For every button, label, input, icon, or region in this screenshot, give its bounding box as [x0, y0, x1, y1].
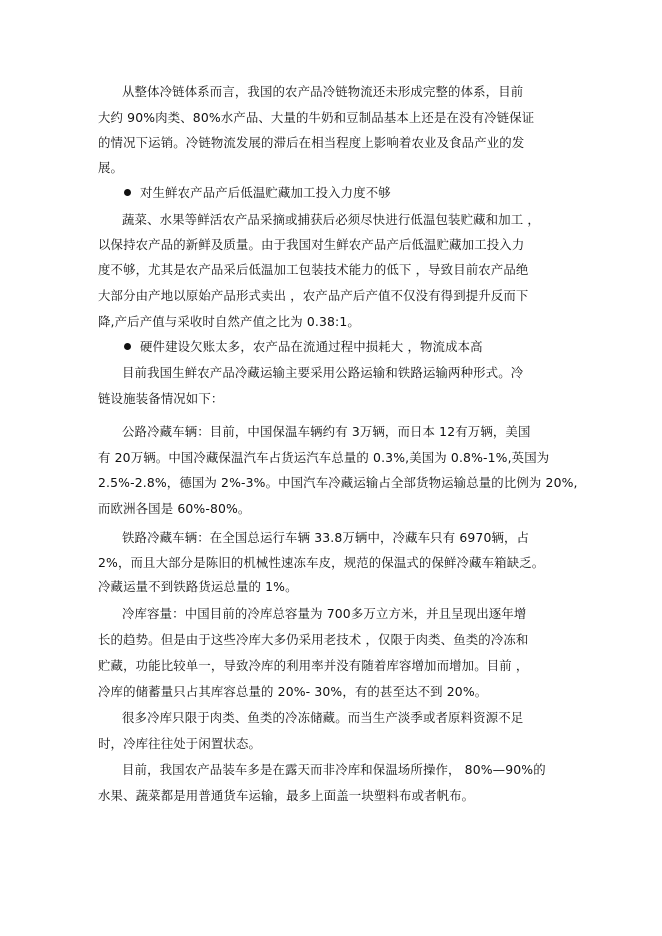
paragraph-line: 降,产后产值与采收时自然产值之比为 0.38:1。 [98, 314, 360, 329]
paragraph-line: 2.5%-2.8%，德国为 2%-3%。中国汽车冷藏运输占全部货物运输总量的比例为 20%, [98, 475, 578, 490]
paragraph-line: 从整体冷链体系而言，我国的农产品冷链物流还未形成完整的体系，目前 [122, 84, 524, 99]
paragraph-line: 贮藏，功能比较单一，导致冷库的利用率并没有随着库容增加而增加。目前 ， [98, 658, 529, 673]
bullet-dot-icon [124, 343, 131, 350]
bullet-item [140, 339, 483, 355]
bullet-text: 硬件建设欠账太多，农产品在流通过程中损耗大 ，物流成本高 [140, 339, 483, 354]
paragraph-line: 冷藏运量不到铁路货运总量的 1%。 [98, 579, 298, 594]
bullet-item [140, 185, 391, 201]
paragraph-line: 目前我国生鲜农产品冷藏运输主要采用公路运输和铁路运输两种形式。冷 [122, 365, 524, 380]
paragraph-line: 蔬菜、水果等鲜活农产品采摘或捕获后必须尽快进行低温包装贮藏和加工 ， [122, 212, 540, 227]
paragraph-line: 以保持农产品的新鲜及质量。由于我国对生鲜农产品产后低温贮藏加工投入力 [98, 237, 525, 252]
paragraph-line: 度不够，尤其是农产品采后低温加工包装技术能力的低下 ，导致目前农产品绝 [98, 262, 529, 277]
paragraph-line: 铁路冷藏车辆：在全国总运行车辆 33.8万辆中，冷藏车只有 6970辆，占 [122, 530, 530, 545]
bullet-text: 对生鲜农产品产后低温贮藏加工投入力度不够 [140, 185, 391, 200]
paragraph-line: 有 20万辆。中国冷藏保温汽车占货运汽车总量的 0.3%,美国为 0.8%-1%,英国为 [98, 450, 550, 465]
paragraph-line: 长的趋势。但是由于这些冷库大多仍采用老技术 ，仅限于肉类、鱼类的冷冻和 [98, 632, 529, 647]
paragraph-line: 的情况下运销。冷链物流发展的滞后在相当程度上影响着农业及食品产业的发 [98, 135, 525, 150]
bullet-dot-icon [124, 189, 131, 196]
paragraph-line: 展。 [98, 160, 124, 175]
paragraph-line: 时，冷库往往处于闲置状态。 [98, 736, 262, 751]
paragraph-line: 很多冷库只限于肉类、鱼类的冷冻储藏。而当生产淡季或者原料资源不足 [122, 710, 524, 725]
paragraph-line: 大约 90%肉类、80%水产品、大量的牛奶和豆制品基本上还是在没有冷链保证 [98, 110, 535, 125]
paragraph-line: 水果、蔬菜都是用普通货车运输，最多上面盖一块塑料布或者帆布。 [98, 788, 475, 803]
paragraph-line: 冷库的储蓄量只占其库容总量的 20%- 30%，有的甚至达不到 20%。 [98, 684, 488, 699]
paragraph-line: 大部分由产地以原始产品形式卖出 ，农产品产后产值不仅没有得到提升反而下 [98, 288, 529, 303]
paragraph-line: 冷库容量：中国目前的冷库总容量为 700多万立方米，并且呈现出逐年增 [122, 606, 527, 621]
paragraph-line: 2%，而且大部分是陈旧的机械性速冻车皮，规范的保温式的保鲜冷藏车箱缺乏。 [98, 555, 545, 570]
paragraph-line: 而欧洲各国是 60%-80%。 [98, 501, 251, 516]
paragraph-line: 公路冷藏车辆：目前，中国保温车辆约有 3万辆，而日本 12有万辆，美国 [122, 424, 531, 439]
paragraph-line: 链设施装备情况如下： [98, 391, 224, 406]
paragraph-line: 目前，我国农产品装车多是在露天而非冷库和保温场所操作， 80%—90%的 [122, 762, 546, 777]
